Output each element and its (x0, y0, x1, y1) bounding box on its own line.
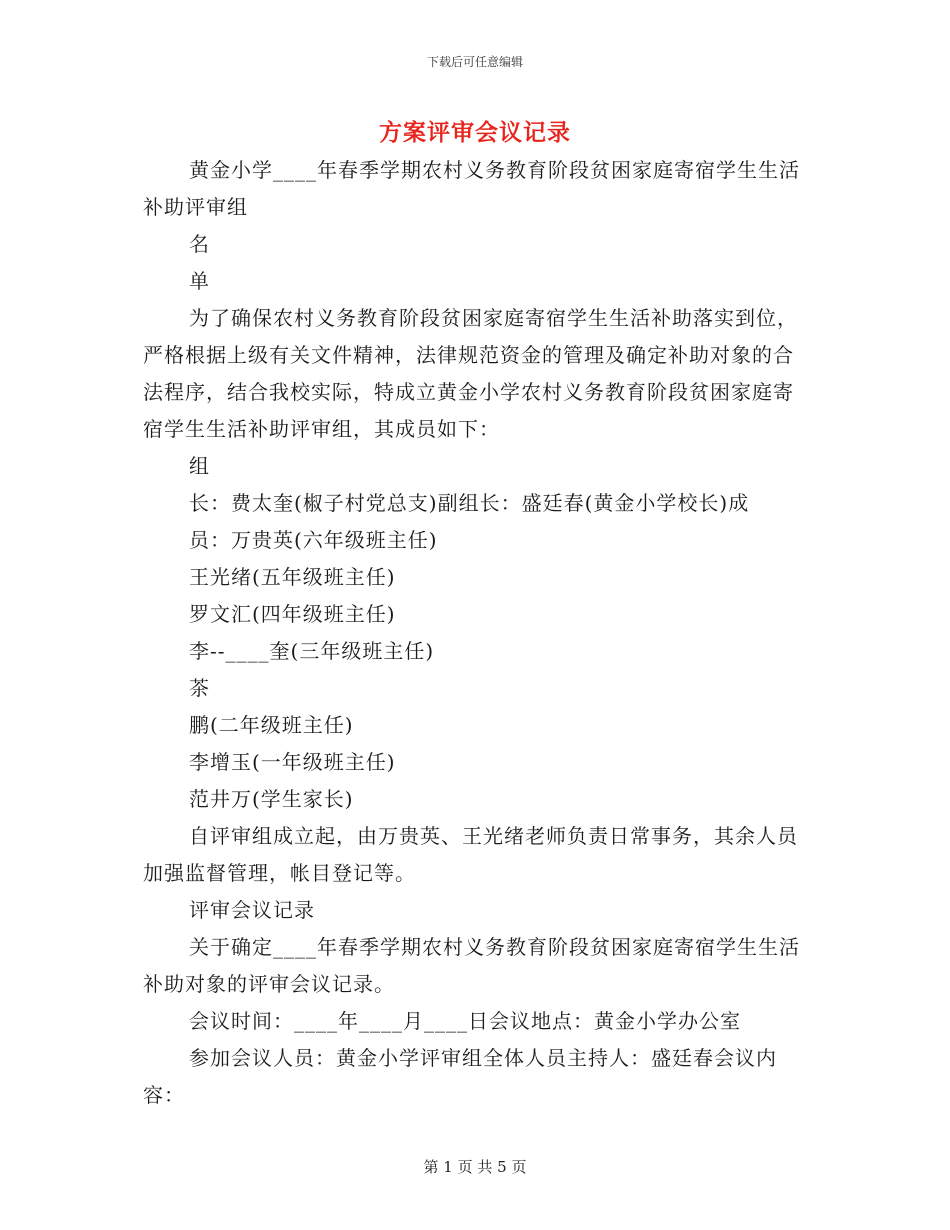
paragraph-leaders: 长：费太奎(椒子村党总支)副组长：盛廷春(黄金小学校长)成 (189, 491, 750, 515)
paragraph-member-2: 王光绪(五年级班主任) (189, 565, 396, 589)
paragraph-duties: 自评审组成立起，由万贵英、王光绪老师负责日常事务，其余人员加强监督管理，帐目登记等。 (143, 824, 798, 885)
paragraph-member-4: 李--____奎(三年级班主任) (189, 639, 435, 663)
document-title: 方案评审会议记录 (379, 119, 571, 146)
paragraph-name-1: 名 (189, 232, 210, 256)
paragraph-minutes-about: 关于确定____年春季学期农村义务教育阶段贫困家庭寄宿学生生活补助对象的评审会议记录。 (143, 935, 800, 996)
paragraph-attendees: 参加会议人员：黄金小学评审组全体人员主持人：盛廷春会议内容： (143, 1046, 777, 1107)
paragraph-member-5b: 鹏(二年级班主任) (189, 713, 354, 737)
paragraph-member-5a: 茶 (189, 676, 210, 700)
paragraph-name-2: 单 (189, 269, 210, 293)
header-note: 下载后可任意编辑 (426, 55, 523, 69)
paragraph-group: 组 (189, 454, 210, 478)
paragraph-intro: 为了确保农村义务教育阶段贫困家庭寄宿学生生活补助落实到位，严格根据上级有关文件精神，法律规范资金的管理及确定补助对象的合法程序，结合我校实际，特成立黄金小学农村义务教育阶段贫困家庭寄宿学生生活补助评审组，其成员如下： (143, 306, 798, 441)
paragraph-meeting-time: 会议时间：____年____月____日会议地点：黄金小学办公室 (189, 1009, 741, 1033)
page-number: 第 1 页 共 5 页 (423, 1158, 527, 1176)
paragraph-member-1: 员：万贵英(六年级班主任) (189, 528, 438, 552)
document-body (143, 152, 808, 1114)
paragraph-member-6: 李增玉(一年级班主任) (189, 750, 396, 774)
paragraph-member-7: 范井万(学生家长) (189, 787, 354, 811)
paragraph-heading: 黄金小学____年春季学期农村义务教育阶段贫困家庭寄宿学生生活补助评审组 (143, 158, 800, 219)
paragraph-member-3: 罗文汇(四年级班主任) (189, 602, 396, 626)
paragraph-minutes-heading: 评审会议记录 (189, 898, 315, 922)
